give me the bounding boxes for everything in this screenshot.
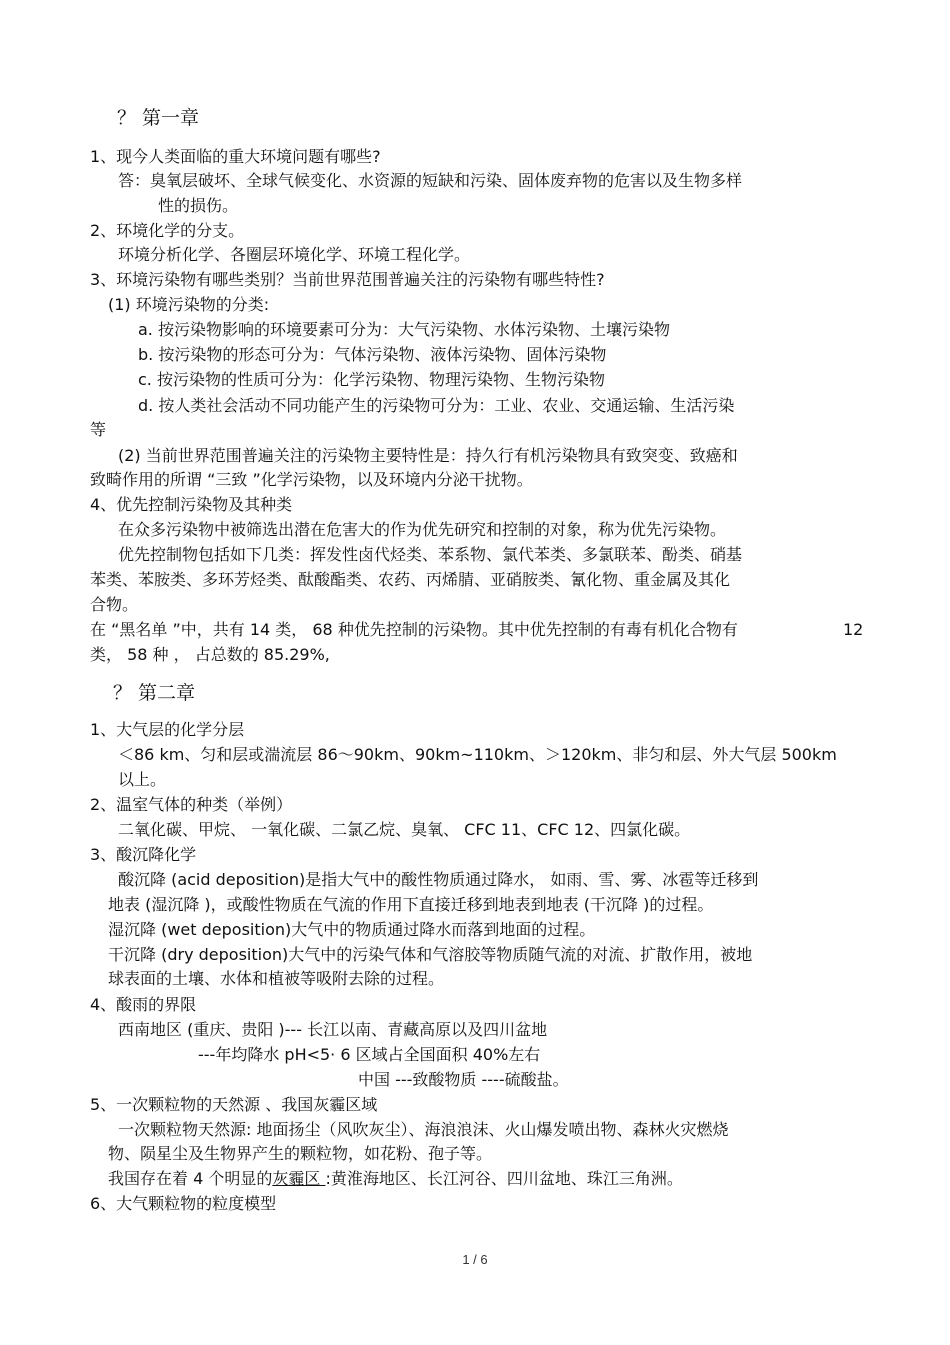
answer-3-item-d-cont: 等 bbox=[90, 420, 107, 439]
ch2-answer-5-line-2: 物、陨星尘及生物界产生的颗粒物，如花粉、孢子等。 bbox=[108, 1144, 493, 1163]
answer-3-item-d: d. 按人类社会活动不同功能产生的污染物可分为：工业、农业、交通运输、生活污染 bbox=[138, 396, 735, 415]
ch2-question-3: 3、酸沉降化学 bbox=[90, 845, 197, 864]
answer-4-line-5: 在 “黑名单 ”中，共有 14 类， 68 种优先控制的污染物。其中优先控制的有毒有机化合物有 bbox=[90, 620, 738, 639]
answer-4-line-5-number: 12 bbox=[843, 620, 864, 639]
ch2-answer-1-line-2: 以上。 bbox=[118, 770, 167, 789]
ch2-answer-3-line-3: 湿沉降 (wet deposition)大气中的物质通过降水而落到地面的过程。 bbox=[108, 920, 596, 939]
answer-2: 环境分析化学、各圈层环境化学、环境工程化学。 bbox=[118, 245, 471, 264]
ch2-question-1: 1、大气层的化学分层 bbox=[90, 720, 245, 739]
chapter-1-heading: ？ 第一章 bbox=[117, 107, 200, 129]
answer-1-line-1: 答：臭氧层破坏、全球气候变化、水资源的短缺和污染、固体废弃物的危害以及生物多样 bbox=[118, 171, 743, 190]
answer-3-part-2-line-2: 致畸作用的所谓 “三致 ”化学污染物，以及环境内分泌干扰物。 bbox=[90, 470, 533, 489]
ch2-answer-5-line-3-end: :黄淮海地区、长江河谷、四川盆地、珠江三角洲。 bbox=[325, 1169, 683, 1188]
question-2: 2、环境化学的分支。 bbox=[90, 221, 245, 240]
ch2-answer-5-line-1: 一次颗粒物天然源: 地面扬尘（风吹灰尘）、海浪浪沫、火山爆发喷出物、森林火灾燃烧 bbox=[118, 1120, 729, 1139]
chapter-2-heading: ？ 第二章 bbox=[113, 682, 196, 704]
ch2-answer-4-line-2: ---年均降水 pH<5· 6 区域占全国面积 40%左右 bbox=[198, 1045, 541, 1064]
ch2-answer-3-line-1: 酸沉降 (acid deposition)是指大气中的酸性物质通过降水， 如雨、雪、雾、冰雹等迁移到 bbox=[118, 870, 759, 889]
ch2-answer-4-line-1: 西南地区 (重庆、贵阳 )--- 长江以南、青藏高原以及四川盆地 bbox=[118, 1020, 548, 1039]
ch2-question-6: 6、大气颗粒物的粒度模型 bbox=[90, 1194, 277, 1213]
answer-4-line-1: 在众多污染物中被筛选出潜在危害大的作为优先研究和控制的对象，称为优先污染物。 bbox=[118, 520, 727, 539]
answer-1-line-2: 性的损伤。 bbox=[158, 196, 239, 215]
ch2-answer-5-line-3 bbox=[108, 1168, 683, 1190]
ch2-question-2: 2、温室气体的种类（举例） bbox=[90, 795, 293, 814]
answer-4-line-3: 苯类、苯胺类、多环芳烃类、酞酸酯类、农药、丙烯腈、亚硝胺类、氰化物、重金属及其化 bbox=[90, 570, 731, 589]
ch2-question-4: 4、酸雨的界限 bbox=[90, 995, 197, 1014]
answer-3-part-2-line-1: (2) 当前世界范围普遍关注的污染物主要特性是：持久行有机污染物具有致突变、致癌和 bbox=[118, 446, 738, 465]
question-3: 3、环境污染物有哪些类别？当前世界范围普遍关注的污染物有哪些特性? bbox=[90, 270, 605, 289]
haze-region-term: 灰霾区 bbox=[272, 1169, 326, 1188]
answer-4-line-6: 类， 58 种 ， 占总数的 85.29%, bbox=[90, 645, 330, 664]
page-number: 1 / 6 bbox=[462, 1252, 488, 1267]
answer-4-line-4: 合物。 bbox=[90, 595, 139, 614]
question-4: 4、优先控制污染物及其种类 bbox=[90, 495, 293, 514]
ch2-answer-2: 二氧化碳、甲烷、 一氧化碳、二氯乙烷、臭氧、 CFC 11、CFC 12、四氯化碳。 bbox=[118, 820, 691, 839]
answer-3-item-b: b. 按污染物的形态可分为：气体污染物、液体污染物、固体污染物 bbox=[138, 345, 607, 364]
answer-4-line-2: 优先控制物包括如下几类：挥发性卤代烃类、苯系物、氯代苯类、多氯联苯、酚类、硝基 bbox=[118, 545, 743, 564]
question-1: 1、现今人类面临的重大环境问题有哪些? bbox=[90, 147, 381, 166]
answer-3-item-a: a. 按污染物影响的环境要素可分为：大气污染物、水体污染物、土壤污染物 bbox=[138, 320, 670, 339]
answer-3-item-c: c. 按污染物的性质可分为：化学污染物、物理污染物、生物污染物 bbox=[138, 370, 605, 389]
ch2-answer-1-line-1: ＜86 km、匀和层或湍流层 86～90km、90km~110km、＞120km、非匀和层、外大气层 500km bbox=[118, 745, 837, 764]
ch2-answer-3-line-5: 球表面的土壤、水体和植被等吸附去除的过程。 bbox=[108, 969, 445, 988]
answer-3-part-1: (1) 环境污染物的分类: bbox=[108, 295, 270, 314]
ch2-answer-3-line-2: 地表 (湿沉降 )，或酸性物质在气流的作用下直接迁移到地表到地表 (干沉降 )的过程。 bbox=[108, 895, 714, 914]
ch2-answer-3-line-4: 干沉降 (dry deposition)大气中的污染气体和气溶胶等物质随气流的对流、扩散作用，被地 bbox=[108, 945, 753, 964]
ch2-answer-4-line-3: 中国 ---致酸物质 ----硫酸盐。 bbox=[358, 1070, 569, 1089]
ch2-question-5: 5、一次颗粒物的天然源 、我国灰霾区域 bbox=[90, 1095, 378, 1114]
ch2-answer-5-line-3-start: 我国存在着 4 个明显的 bbox=[108, 1169, 273, 1188]
